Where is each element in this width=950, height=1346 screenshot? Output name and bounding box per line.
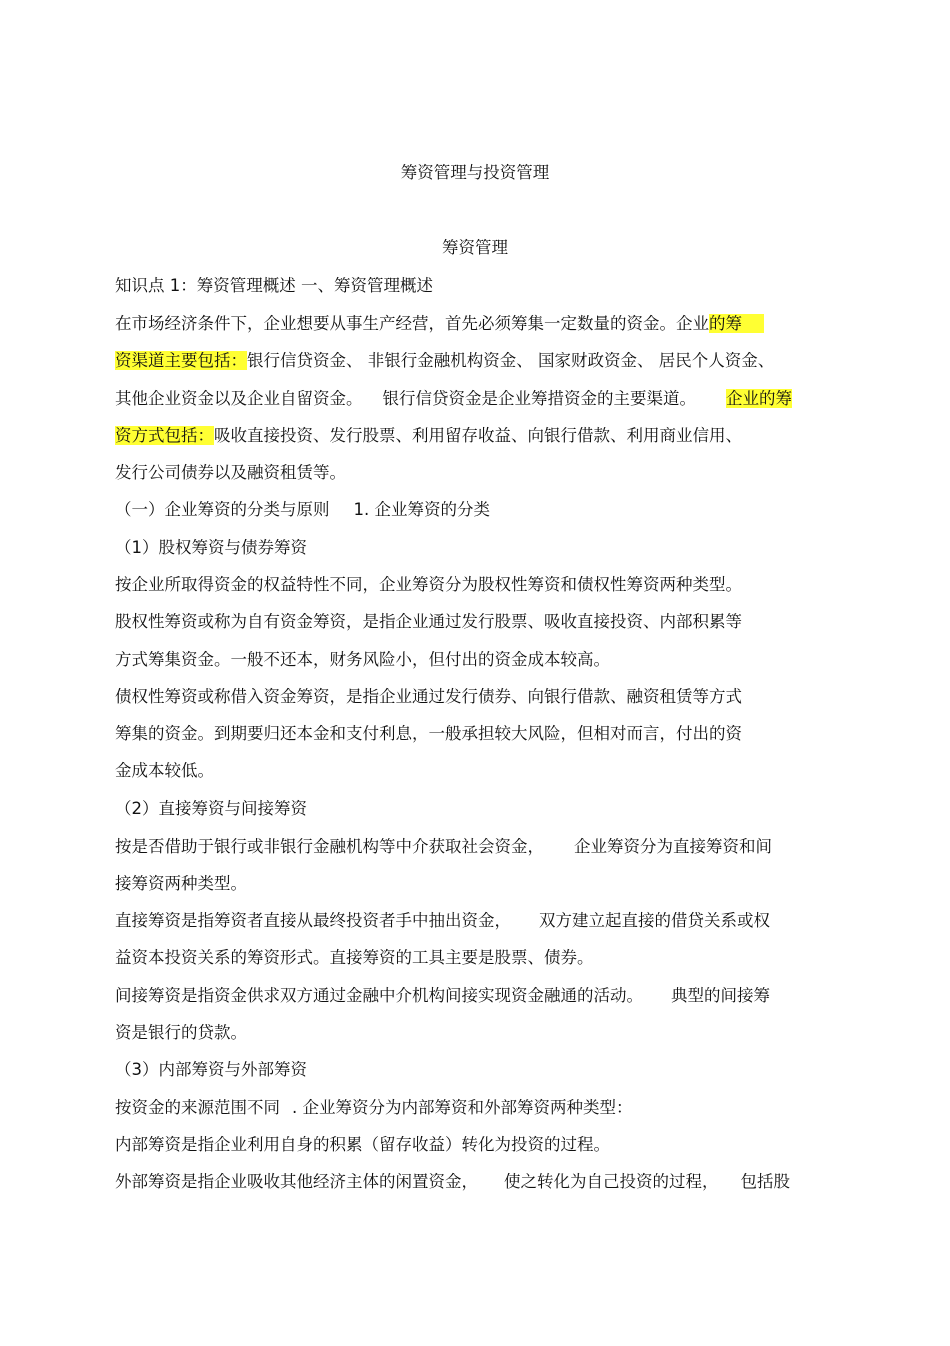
document-title: 筹资管理与投资管理 [400,163,550,182]
text-line: 外部筹资是指企业吸收其他经济主体的闲置资金， 使之转化为自己投资的过程， 包括股 [115,1172,790,1191]
text-line: 资渠道主要包括：银行信贷资金、 非银行金融机构资金、 国家财政资金、 居民个人资金、 [115,351,775,370]
text-line: 其他企业资金以及企业自留资金。 银行信贷资金是企业筹措资金的主要渠道。 企业的筹 [115,389,792,408]
text-line: 间接筹资是指资金供求双方通过金融中介机构间接实现资金融通的活动。 典型的间接筹 [115,986,770,1005]
text-line: 在市场经济条件下，企业想要从事生产经营，首先必须筹集一定数量的资金。企业的筹 [115,312,764,336]
text-line: 债权性筹资或称借入资金筹资，是指企业通过发行债券、向银行借款、融资租赁等方式 [115,687,742,706]
text-line: 发行公司债券以及融资租赁等。 [115,463,346,482]
section-title: 筹资管理 [442,238,508,257]
text-line: （3）内部筹资与外部筹资 [115,1060,307,1079]
text-line: 直接筹资是指筹资者直接从最终投资者手中抽出资金， 双方建立起直接的借贷关系或权 [115,911,770,930]
text-line: 金成本较低。 [115,761,214,780]
text-line: 股权性筹资或称为自有资金筹资，是指企业通过发行股票、吸收直接投资、内部积累等 [115,612,742,631]
text-line: 按企业所取得资金的权益特性不同，企业筹资分为股权性筹资和债权性筹资两种类型。 [115,575,742,594]
highlighted-text: 的筹 [709,314,764,333]
highlighted-text: 企业的筹 [726,389,792,408]
text-line: 资方式包括：吸收直接投资、发行股票、利用留存收益、向银行借款、利用商业信用、 [115,426,742,445]
text-line: （1）股权筹资与债券筹资 [115,538,307,557]
highlighted-text: 资方式包括： [115,426,214,445]
text-line: 资是银行的贷款。 [115,1023,247,1042]
text-line: 按资金的来源范围不同 . 企业筹资分为内部筹资和外部筹资两种类型： [115,1098,633,1117]
text-line: 接筹资两种类型。 [115,874,247,893]
text-line: 益资本投资关系的筹资形式。直接筹资的工具主要是股票、债券。 [115,948,594,967]
text-line: （一）企业筹资的分类与原则 1. 企业筹资的分类 [115,500,490,519]
text-line: 按是否借助于银行或非银行金融机构等中介获取社会资金， 企业筹资分为直接筹资和间 [115,837,772,856]
text-line: 知识点 1：筹资管理概述 一、筹资管理概述 [115,276,433,295]
text-line: （2）直接筹资与间接筹资 [115,799,307,818]
text-line: 筹集的资金。到期要归还本金和支付利息，一般承担较大风险，但相对而言，付出的资 [115,724,742,743]
highlighted-text: 资渠道主要包括： [115,351,247,370]
text-line: 方式筹集资金。一般不还本，财务风险小，但付出的资金成本较高。 [115,650,610,669]
text-line: 内部筹资是指企业利用自身的积累（留存收益）转化为投资的过程。 [115,1135,610,1154]
